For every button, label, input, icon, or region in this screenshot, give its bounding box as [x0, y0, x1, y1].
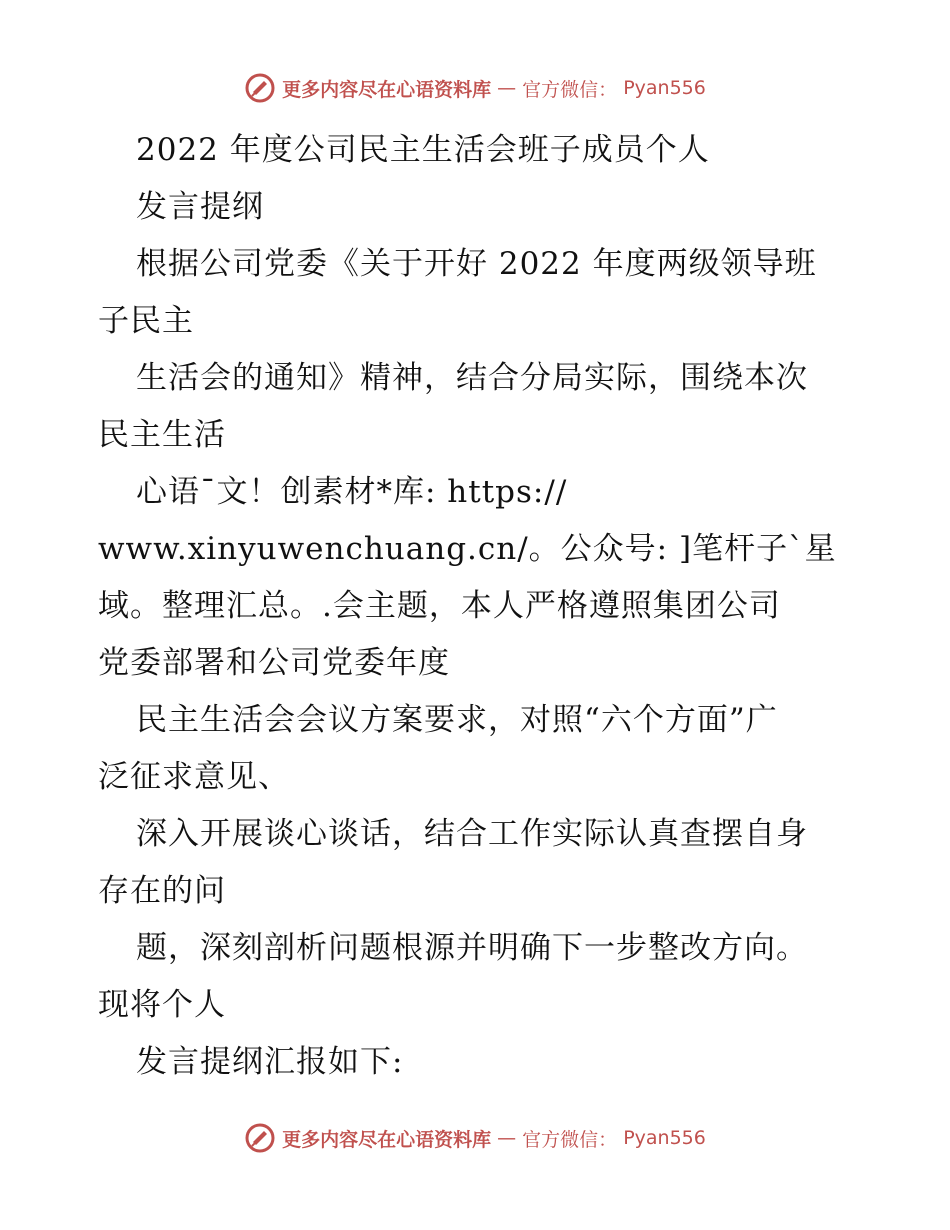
banner-wechat-label: 官方微信： [522, 1128, 618, 1151]
footer-banner [0, 1122, 950, 1154]
banner-separator: — [497, 1127, 517, 1149]
document-body [98, 122, 858, 1091]
text-line: 心语¯文！创素材*库: https:// [136, 474, 568, 510]
text-line: 域。整理汇总。.会主题，本人严格遵照集团公司 [98, 588, 781, 624]
banner-title: 更多内容尽在心语资料库 [282, 78, 492, 101]
text-line: 现将个人 [98, 987, 226, 1023]
text-line: 民主生活会会议方案要求，对照“六个方面”广 [136, 702, 778, 738]
text-line: 深入开展谈心谈话，结合工作实际认真查摆自身 [136, 816, 808, 852]
text-line: 题，深刻剖析问题根源并明确下一步整改方向。 [136, 930, 808, 966]
text-line: 子民主 [98, 303, 194, 339]
text-line: 发言提纲 [136, 189, 264, 225]
logo-icon [244, 72, 276, 104]
banner-wechat-id: Pyan556 [623, 77, 706, 99]
text-line: 民主生活 [98, 417, 226, 453]
banner-wechat-label: 官方微信： [522, 78, 618, 101]
banner-wechat-id: Pyan556 [623, 1127, 706, 1149]
text-line: 生活会的通知》精神，结合分局实际，围绕本次 [136, 360, 808, 396]
text-line: 发言提纲汇报如下: [136, 1044, 404, 1080]
text-line: 党委部署和公司党委年度 [98, 645, 450, 681]
text-line: www.xinyuwenchuang.cn/。公众号: ]笔杆子`星 [98, 531, 837, 567]
header-banner [0, 72, 950, 104]
text-line: 存在的问 [98, 873, 226, 909]
banner-separator: — [497, 77, 517, 99]
text-line: 泛征求意见、 [98, 759, 290, 795]
text-line: 根据公司党委《关于开好 2022 年度两级领导班 [136, 246, 817, 282]
text-line: 2022 年度公司民主生活会班子成员个人 [136, 132, 710, 168]
banner-title: 更多内容尽在心语资料库 [282, 1128, 492, 1151]
logo-icon [244, 1122, 276, 1154]
